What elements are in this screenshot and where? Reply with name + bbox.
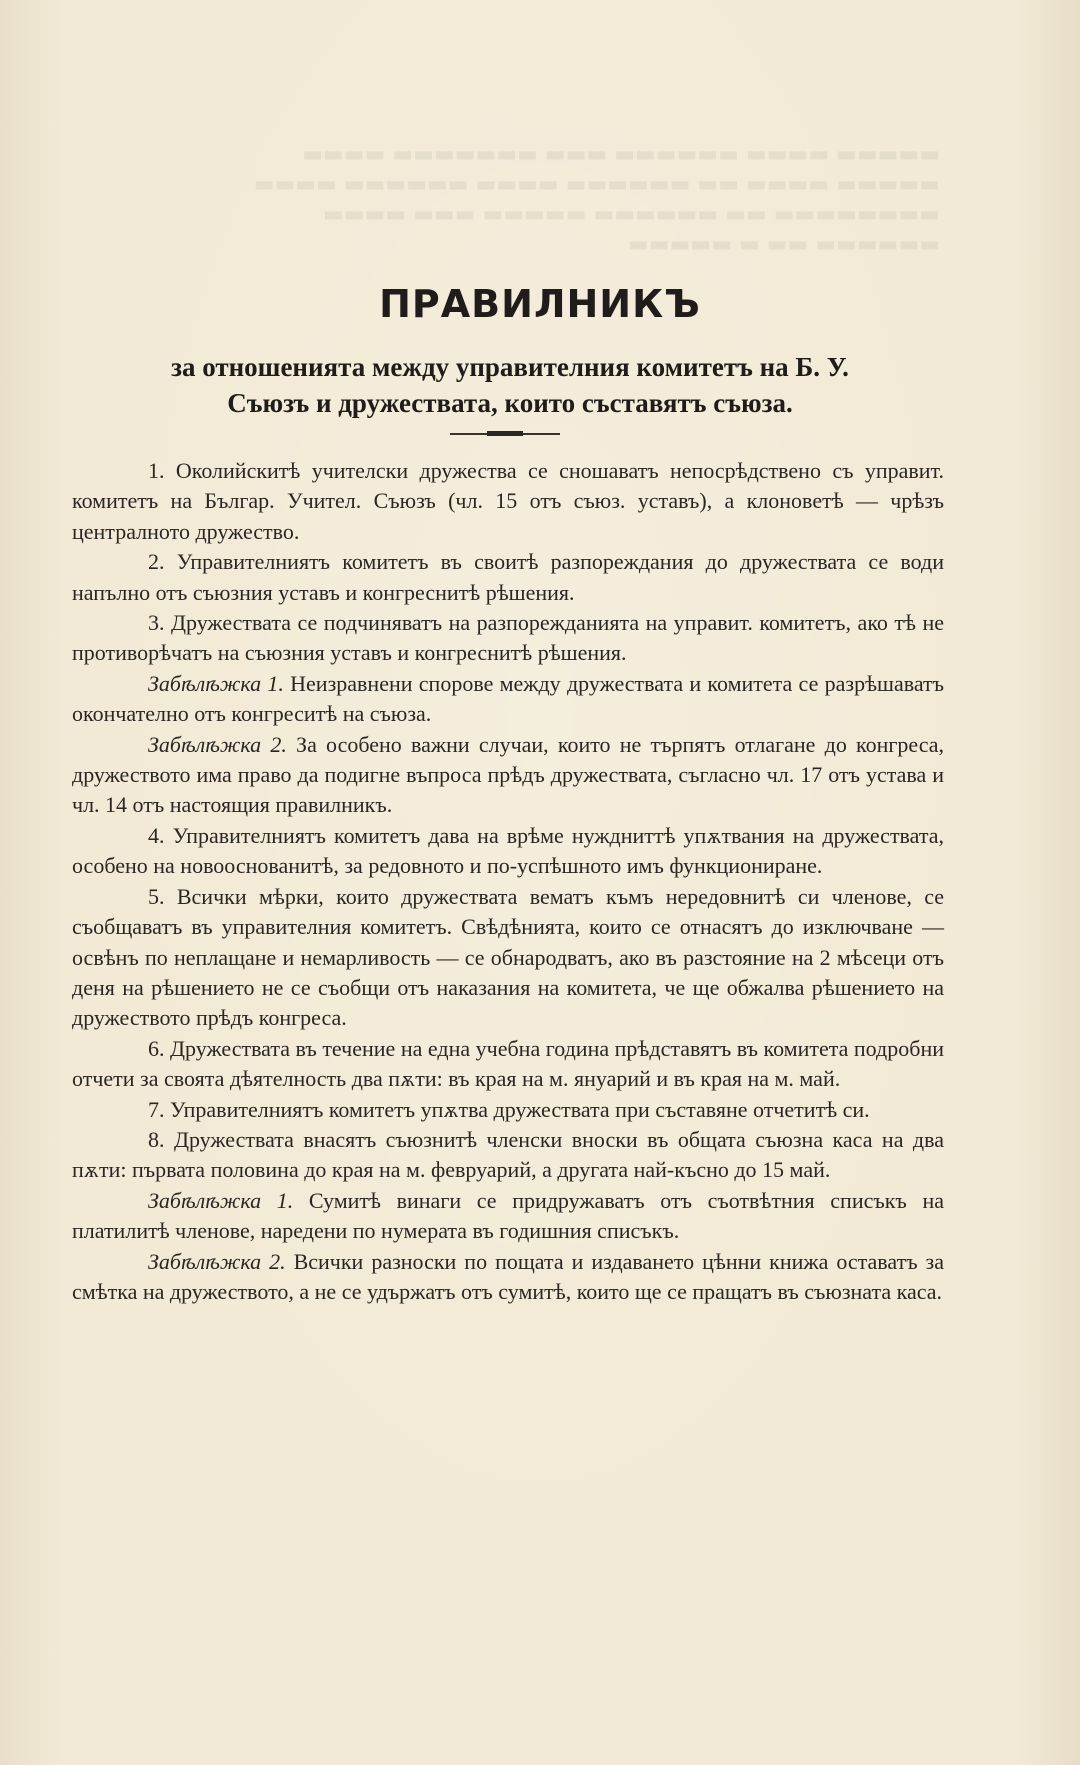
paragraph-text: 1. Околийскитѣ учителски дружества се сношаватъ непосрѣдствено съ управит. комитетъ на Българ. Учител. Съюзъ (чл. 15 отъ съюз. уставъ), а клоноветѣ — чрѣзъ централното дружество.	[72, 458, 944, 544]
paragraph-text: 8. Дружествата внасятъ съюзнитѣ членски вноски въ общата съюзна каса на два пѫти: първата половина до края на м. февруарий, а другата най-късно до 15 май.	[72, 1126, 944, 1183]
article-8	[72, 1125, 944, 1186]
article-4	[72, 821, 944, 882]
paragraph-text: 2. Управителниятъ комитетъ въ своитѣ разпореждания до дружествата се води напълно отъ съюзния уставъ и конгреснитѣ рѣшения.	[72, 549, 944, 605]
article-8-note-2	[72, 1247, 944, 1308]
paragraph-text: 6. Дружествата въ течение на една учебна година прѣдставятъ въ комитета подробни отчети за своята дѣятелность два пѫти: въ края на м. януарий и въ края на м. май.	[72, 1035, 944, 1092]
title-divider-mark	[487, 431, 523, 436]
paragraph-text: 4. Управителниятъ комитетъ дава на врѣме нуждниттѣ упѫтвания на дружествата, особено на новооснованитѣ, за редовното и по-успѣшното имъ функциониране.	[72, 822, 944, 879]
document-title: ПРАВИЛНИКЪ	[379, 282, 701, 326]
paragraph-text: 7. Управителниятъ комитетъ упѫтва дружествата при съставяне отчетитѣ си.	[148, 1096, 870, 1122]
article-3-note-2	[72, 730, 944, 821]
document-subtitle-line-2: Съюзъ и дружествата, които съставятъ съюза.	[227, 388, 793, 418]
paragraph-text: Неизравнени спорове между дружествата и комитета се разрѣшаватъ окончателно отъ конгреситѣ на съюза.	[72, 670, 945, 727]
article-2	[72, 547, 944, 608]
document-subtitle-line-1: за отношенията между управителния комитетъ на Б. У.	[171, 352, 849, 382]
note-label: Забѣлѣжка 1.	[148, 1187, 294, 1213]
paragraph-text: 5. Всички мѣрки, които дружествата вематъ къмъ нередовнитѣ си членове, се съобщаватъ въ управителния комитетъ. Свѣдѣнията, които се отнасятъ до изключване — освѣнъ по неплащане и немарливость — се обнародватъ, ако въ разстояние на 2 мѣсеци отъ деня на рѣшението не се съобщи отъ наказания на комитета, че ще обжалва рѣшението на дружеството прѣдъ конгреса.	[72, 883, 944, 1031]
article-5	[72, 882, 944, 1034]
article-1	[72, 456, 944, 547]
paragraph-text: Всички разноски по пощата и издаването цѣнни книжа оставатъ за смѣтка на дружеството, а не се удържатъ отъ сумитѣ, които ще се пращатъ въ съюзната каса.	[72, 1248, 945, 1304]
note-label: Забѣлѣжка 1.	[148, 670, 284, 696]
paragraph-text: Сумитѣ винаги се придружаватъ отъ съотвѣтния списъкъ на платилитѣ членове, наредени по нумерата въ годишния списъкъ.	[72, 1187, 944, 1244]
document-body	[72, 456, 944, 1307]
article-8-note-1	[72, 1186, 944, 1247]
note-label: Забѣлѣжка 2.	[148, 1248, 286, 1274]
paragraph-text: 3. Дружествата се подчиняватъ на разпорежданията на управит. комитетъ, ако тѣ не противорѣчатъ на съюзния уставъ и конгреснитѣ рѣшения.	[72, 610, 944, 666]
note-label: Забѣлѣжка 2.	[148, 731, 287, 757]
article-3	[72, 608, 944, 669]
bleed-through-text: ▬▬▬▬▬ ▬▬▬▬ ▬▬▬▬▬▬ ▬▬▬ ▬▬▬▬▬▬▬ ▬▬▬▬ ▬▬▬▬▬ ▬▬▬▬ ▬▬ ▬▬▬▬▬▬ ▬▬▬▬ ▬▬▬▬▬▬ ▬▬▬▬ ▬▬▬▬▬▬▬▬ ▬▬ ▬▬▬▬▬▬ ▬▬▬▬▬ ▬▬▬ ▬▬▬▬ ▬▬▬▬▬▬ ▬▬ ▬ ▬▬▬▬▬	[253, 142, 940, 257]
article-3-note-1	[72, 669, 944, 730]
article-6	[72, 1034, 944, 1095]
article-7	[72, 1095, 944, 1125]
paragraph-text: За особено важни случаи, които не търпятъ отлагане до конгреса, дружеството има право да подигне въпроса прѣдъ дружествата, съгласно чл. 17 отъ устава и чл. 14 отъ настоящия правилникъ.	[72, 731, 945, 818]
